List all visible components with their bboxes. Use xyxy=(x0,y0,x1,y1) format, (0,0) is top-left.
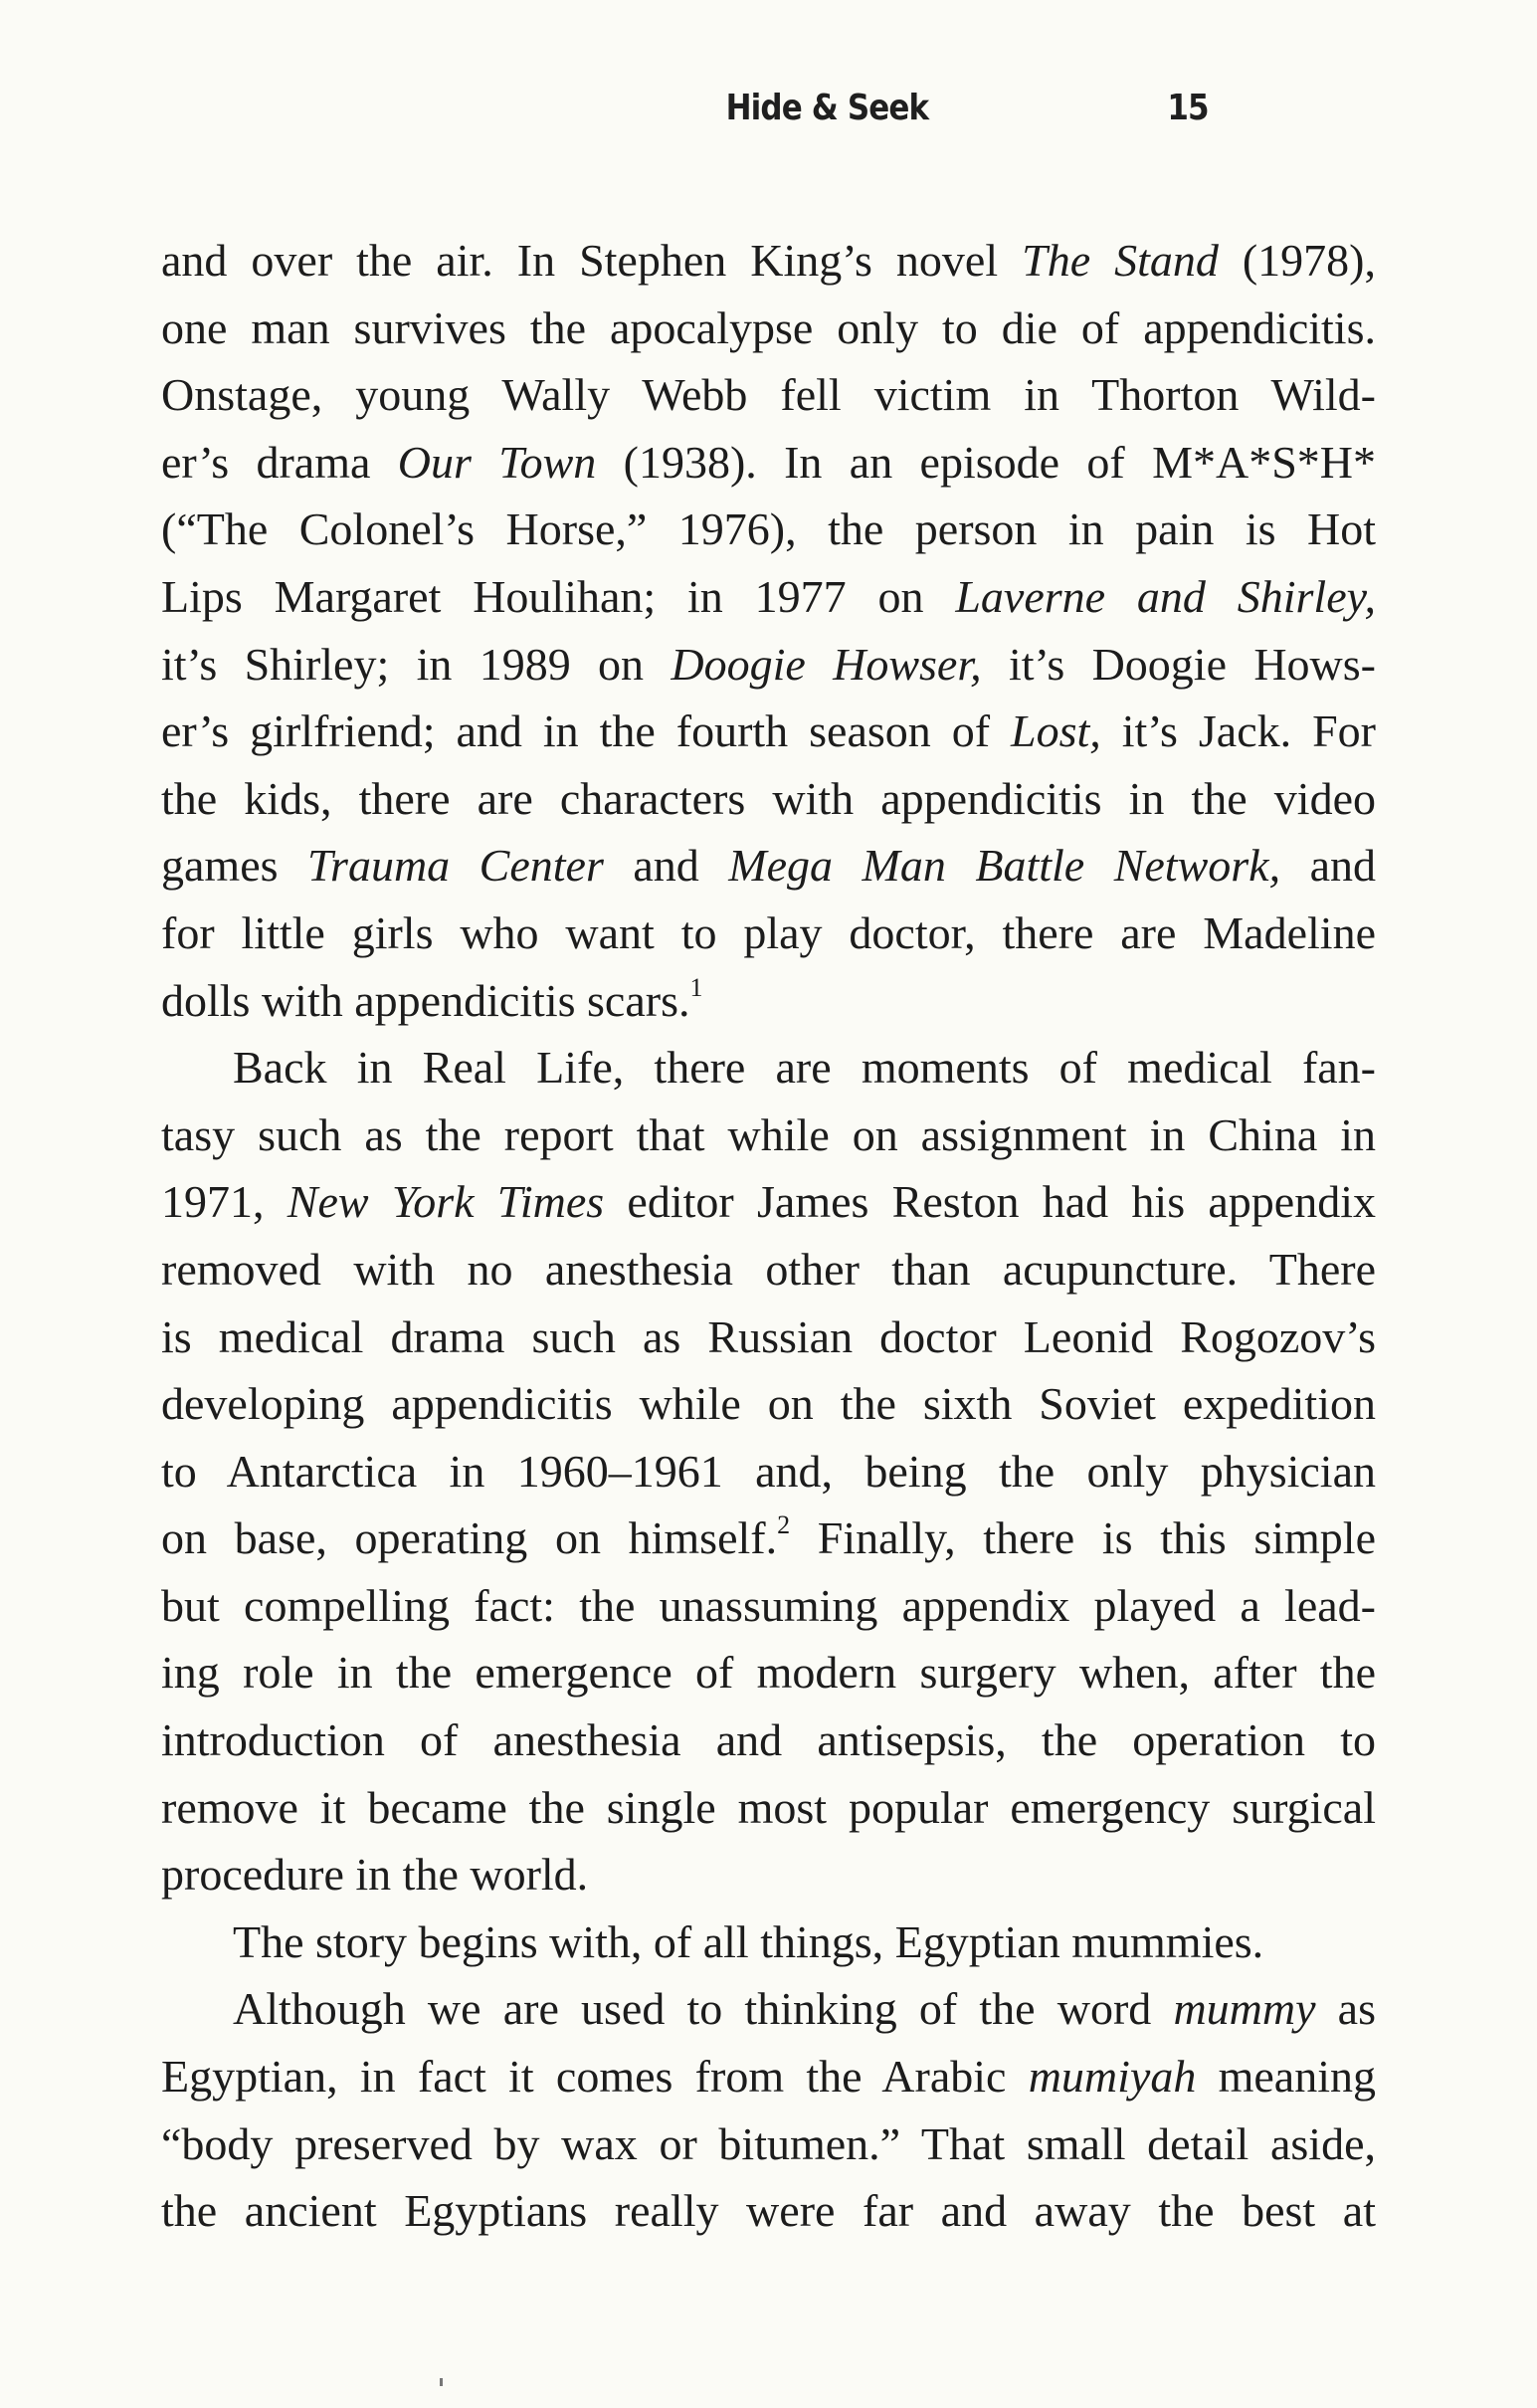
text-line: er’s girlfriend; and in the fourth season of Lost, it’s Jack. For xyxy=(161,705,1376,757)
text-line: er’s drama Our Town (1938). In an episode of M*A*S*H* xyxy=(161,436,1376,488)
running-head xyxy=(161,88,1209,147)
text-line: procedure in the world. xyxy=(161,1849,589,1901)
running-title: Hide & Seek xyxy=(725,88,929,128)
scan-speck xyxy=(440,2378,443,2386)
text-line: (“The Colonel’s Horse,” 1976), the person in pain is Hot xyxy=(161,503,1376,555)
text-line: Onstage, young Wally Webb fell victim in Thorton Wild- xyxy=(161,369,1376,421)
title-our-town: Our Town xyxy=(397,436,597,488)
title-the-stand: The Stand xyxy=(1022,235,1219,286)
paragraph-first-line: Although we are used to thinking of the word mummy as xyxy=(233,1983,1377,2035)
title-doogie-howser: Doogie Howser, xyxy=(671,638,982,690)
text-line: on base, operating on himself.$^2$ Finally, there is this simple xyxy=(161,1510,1376,1564)
title-laverne-and-shirley: Laverne and Shirley, xyxy=(955,570,1377,622)
text-line: the ancient Egyptians really were far and away the best at xyxy=(161,2185,1376,2237)
title-trauma-center: Trauma Center xyxy=(307,840,604,892)
text-line: “body preserved by wax or bitumen.” That small detail aside, xyxy=(161,2117,1376,2169)
text-line: to Antarctica in 1960–1961 and, being the only physician xyxy=(161,1445,1376,1497)
text-line: remove it became the single most popular emergency surgical xyxy=(161,1781,1376,1833)
footnote-ref-1: 1 xyxy=(689,972,703,1002)
text-line: the kids, there are characters with appendicitis in the video xyxy=(161,772,1376,824)
text-line: tasy such as the report that while on assignment in China in xyxy=(161,1108,1376,1160)
text-line: 1971, New York Times editor James Reston had his appendix xyxy=(161,1176,1376,1228)
text-line: Lips Margaret Houlihan; in 1977 on Laverne and Shirley, xyxy=(161,570,1377,622)
text-line: removed with no anesthesia other than acupuncture. There xyxy=(161,1243,1376,1295)
text-line: games Trauma Center and Mega Man Battle Network, and xyxy=(161,840,1376,892)
text-line: it’s Shirley; in 1989 on Doogie Howser, it’s Doogie Hows- xyxy=(161,638,1376,690)
text-line: is medical drama such as Russian doctor Leonid Rogozov’s xyxy=(161,1310,1376,1362)
text-line: and over the air. In Stephen King’s novel The Stand (1978), xyxy=(161,235,1376,286)
text-line: dolls with appendicitis scars.$^1$ xyxy=(161,972,703,1026)
text-line: introduction of anesthesia and antisepsis, the operation to xyxy=(161,1714,1376,1766)
title-lost: Lost, xyxy=(1011,705,1101,757)
title-mega-man-battle-network: Mega Man Battle Network, xyxy=(728,840,1281,892)
term-mumiyah: mumiyah xyxy=(1028,2051,1197,2103)
body-text xyxy=(161,227,1376,2245)
text-line: but compelling fact: the unassuming appendix played a lead- xyxy=(161,1579,1376,1631)
paragraph-first-line: Back in Real Life, there are moments of medical fan- xyxy=(233,1042,1376,1094)
footnote-ref-2: 2 xyxy=(777,1510,791,1540)
title-new-york-times: New York Times xyxy=(287,1176,605,1228)
page-number: 15 xyxy=(1167,88,1209,128)
text-line: for little girls who want to play doctor, there are Madeline xyxy=(161,906,1376,958)
paragraph-first-line: The story begins with, of all things, Egyptian mummies. xyxy=(233,1915,1264,1967)
text-line: Egyptian, in fact it comes from the Arabic mumiyah meaning xyxy=(161,2051,1377,2103)
text-line: one man survives the apocalypse only to die of appendicitis. xyxy=(161,301,1376,353)
text-line: developing appendicitis while on the sixth Soviet expedition xyxy=(161,1378,1376,1430)
text-line: ing role in the emergence of modern surgery when, after the xyxy=(161,1647,1376,1699)
term-mummy: mummy xyxy=(1173,1983,1316,2035)
